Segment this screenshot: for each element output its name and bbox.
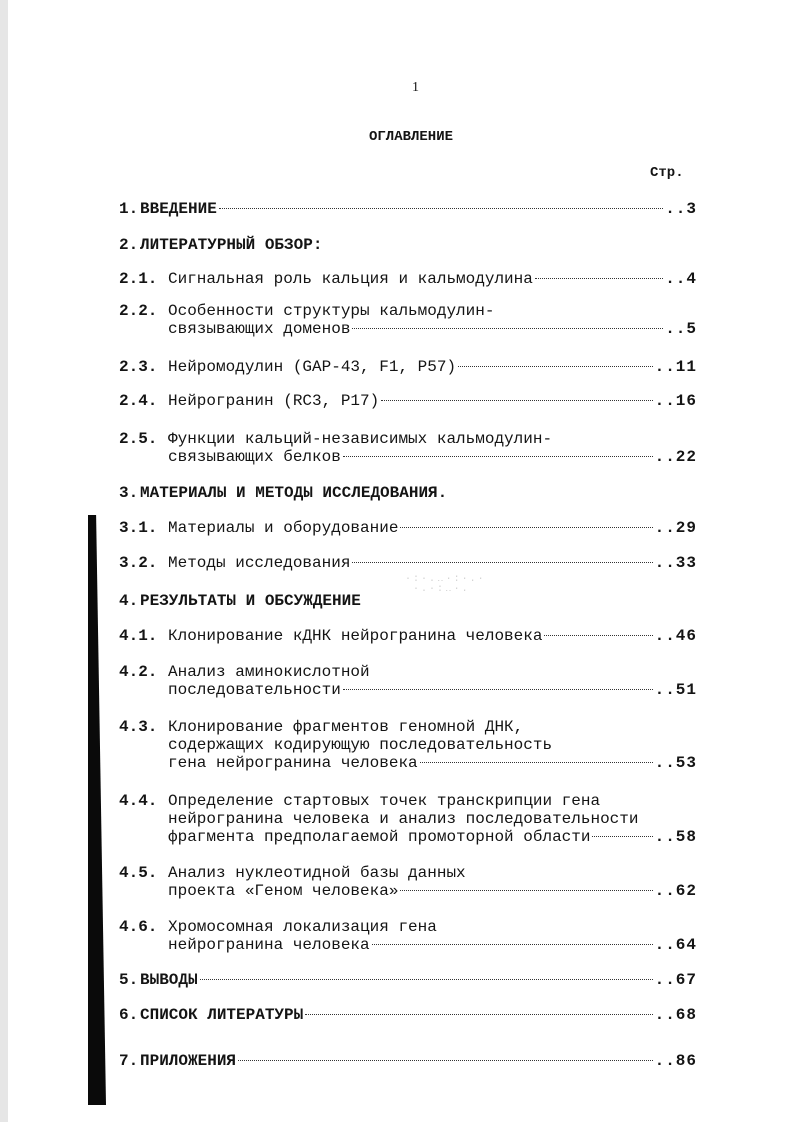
toc-page-number: ..46 [654,627,697,645]
toc-entry-title: проекта «Геном человека» [168,882,399,900]
toc-entry-number: 3. [119,484,139,502]
toc-entry-title: ПРИЛОЖЕНИЯ [140,1052,237,1070]
toc-line [0,971,793,989]
toc-page-number: ..64 [654,936,697,954]
toc-entry-text [168,754,697,772]
toc-line [0,448,793,466]
toc-entry-text: Анализ аминокислотной [168,663,370,681]
toc-page-number: ..33 [654,554,697,572]
toc-entry-number: 2.3. [119,358,158,376]
toc-entry-number: 2.2. [119,302,158,320]
toc-entry-title: Нейрогранин (RC3, P17) [168,392,380,410]
toc-entry-number: 4.4. [119,792,158,810]
toc-leader-dots [219,208,663,209]
toc-page-number: ..67 [654,971,697,989]
toc-leader-dots [592,836,652,837]
toc-entry-title: гена нейрогранина человека [168,754,418,772]
toc-line [0,792,793,810]
toc-entry-text: Определение стартовых точек транскрипции гена [168,792,601,810]
toc-leader-dots [343,456,653,457]
toc-line [0,430,793,448]
toc-page-number: ..4 [665,270,697,288]
toc-line [0,718,793,736]
toc-line [0,270,793,288]
toc-entry-text: РЕЗУЛЬТАТЫ И ОБСУЖДЕНИЕ [140,592,361,610]
toc-line [0,320,793,338]
toc-entry-number: 4.2. [119,663,158,681]
toc-page-number: ..68 [654,1006,697,1024]
toc-page-number: ..86 [654,1052,697,1070]
toc-page-number: ..5 [665,320,697,338]
page-title: ОГЛАВЛЕНИЕ [369,129,454,145]
toc-entry-text: нейрогранина человека и анализ последовательности [168,810,639,828]
toc-line [0,1006,793,1024]
toc-line [0,681,793,699]
toc-entry-number: 2. [119,236,139,254]
toc-line [0,736,793,754]
toc-entry-number: 4.3. [119,718,158,736]
toc-entry-title: Нейромодулин (GAP-43, F1, P57) [168,358,457,376]
toc-page-number: ..3 [665,200,697,218]
toc-line [0,302,793,320]
toc-leader-dots [400,527,652,528]
toc-entry-title: СПИСОК ЛИТЕРАТУРЫ [140,1006,304,1024]
toc-entry-text: МАТЕРИАЛЫ И МЕТОДЫ ИССЛЕДОВАНИЯ. [140,484,448,502]
toc-line [0,392,793,410]
toc-leader-dots [544,635,652,636]
page-column-label: Стр. [650,165,684,181]
toc-entry-title: ВЫВОДЫ [140,971,198,989]
toc-entry-text [168,681,697,699]
toc-line [0,754,793,772]
toc-entry-text [168,627,697,645]
toc-line [0,592,793,610]
toc-entry-number: 4.6. [119,918,158,936]
toc-entry-text [168,270,697,288]
toc-entry-text [140,1006,697,1024]
toc-entry-text [140,1052,697,1070]
toc-entry-title: ВВЕДЕНИЕ [140,200,217,218]
toc-page-number: ..51 [654,681,697,699]
toc-leader-dots [200,979,653,980]
toc-entry-text [168,936,697,954]
toc-page-number: ..29 [654,519,697,537]
toc-leader-dots [535,278,663,279]
toc-line [0,828,793,846]
toc-entry-title: нейрогранина человека [168,936,370,954]
toc-line [0,627,793,645]
toc-line [0,484,793,502]
toc-entry-text: Функции кальций-независимых кальмодулин- [168,430,553,448]
toc-entry-text [168,358,697,376]
toc-line [0,1052,793,1070]
toc-line [0,810,793,828]
toc-leader-dots [238,1060,653,1061]
toc-entry-number: 4.5. [119,864,158,882]
toc-entry-number: 4. [119,592,139,610]
toc-entry-title: Методы исследования [168,554,351,572]
toc-line [0,236,793,254]
toc-leader-dots [305,1014,652,1015]
toc-leader-dots [352,562,652,563]
toc-entry-text [168,554,697,572]
toc-page-number: ..53 [654,754,697,772]
toc-entry-number: 7. [119,1052,139,1070]
toc-entry-text [168,882,697,900]
toc-line [0,200,793,218]
toc-page-number: ..62 [654,882,697,900]
toc-entry-number: 2.4. [119,392,158,410]
toc-entry-text: содержащих кодирующую последовательность [168,736,553,754]
scan-smudge: ·:·.‥·:·.· ·.·:‥·. [405,574,486,595]
toc-line [0,554,793,572]
toc-leader-dots [381,400,652,401]
toc-entry-title: фрагмента предполагаемой промоторной области [168,828,591,846]
toc-line [0,519,793,537]
toc-line [0,663,793,681]
toc-entry-text [168,320,697,338]
toc-page-number: ..11 [654,358,697,376]
toc-entry-text: ЛИТЕРАТУРНЫЙ ОБЗОР: [140,236,323,254]
toc-leader-dots [420,762,653,763]
toc-page-number: ..58 [654,828,697,846]
toc-page-number: ..22 [654,448,697,466]
toc-entry-text [168,519,697,537]
toc-entry-number: 3.2. [119,554,158,572]
toc-page-number: ..16 [654,392,697,410]
toc-entry-title: Сигнальная роль кальция и кальмодулина [168,270,533,288]
toc-line [0,882,793,900]
toc-leader-dots [400,890,652,891]
toc-entry-title: Материалы и оборудование [168,519,399,537]
toc-entry-text [168,828,697,846]
toc-entry-text [140,200,697,218]
toc-leader-dots [372,944,653,945]
toc-line [0,358,793,376]
toc-entry-number: 4.1. [119,627,158,645]
toc-entry-number: 2.5. [119,430,158,448]
page-number: 1 [412,80,419,95]
toc-entry-text [168,392,697,410]
toc-entry-text: Хромосомная локализация гена [168,918,437,936]
toc-line [0,864,793,882]
toc-entry-number: 6. [119,1006,139,1024]
toc-entry-number: 3.1. [119,519,158,537]
toc-entry-text: Особенности структуры кальмодулин- [168,302,495,320]
toc-entry-text [140,971,697,989]
toc-entry-title: связывающих доменов [168,320,351,338]
toc-entry-text: Клонирование фрагментов геномной ДНК, [168,718,524,736]
toc-leader-dots [343,689,653,690]
toc-entry-title: Клонирование кДНК нейрогранина человека [168,627,543,645]
toc-entry-title: связывающих белков [168,448,341,466]
toc-entry-title: последовательности [168,681,341,699]
toc-line [0,936,793,954]
toc-entry-number: 2.1. [119,270,158,288]
toc-entry-number: 1. [119,200,139,218]
toc-entry-text: Анализ нуклеотидной базы данных [168,864,466,882]
toc-line [0,918,793,936]
toc-leader-dots [352,328,663,329]
toc-entry-text [168,448,697,466]
toc-leader-dots [458,366,653,367]
toc-entry-number: 5. [119,971,139,989]
